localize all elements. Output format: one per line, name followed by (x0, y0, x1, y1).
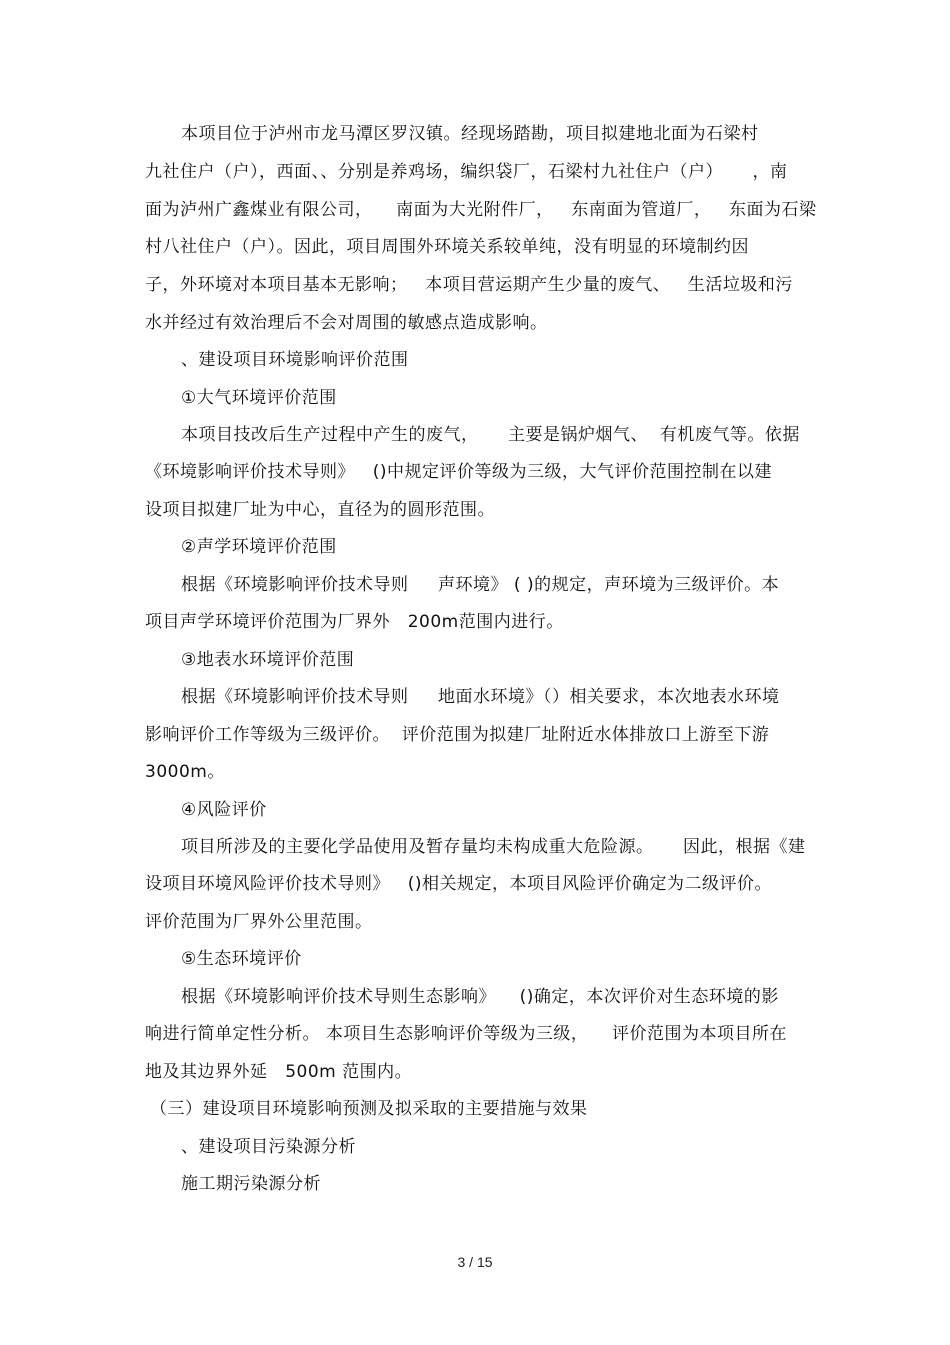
paragraph-line: 村八社住户（户）。因此，项目周围外环境关系较单纯，没有明显的环境制约因 (145, 237, 749, 257)
paragraph-line: 响进行简单定性分析。 本项目生态影响评价等级为三级， 评价范围为本项目所在 (145, 1024, 788, 1044)
paragraph-line: 根据《环境影响评价技术导则 声环境》 ( )的规定，声环境为三级评价。本 (181, 575, 780, 595)
paragraph-line: 根据《环境影响评价技术导则 地面水环境》（）相关要求，本次地表水环境 (181, 687, 780, 707)
paragraph-line: 地及其边界外延 500m 范围内。 (145, 1062, 413, 1082)
paragraph-line: 根据《环境影响评价技术导则生态影响》 ()确定，本次评价对生态环境的影 (181, 987, 779, 1007)
paragraph-line: 3000m。 (145, 762, 225, 782)
paragraph-line: 面为泸州广鑫煤业有限公司， 南面为大光附件厂， 东南面为管道厂， 东面为石梁 (145, 200, 817, 220)
section-heading: 、建设项目环境影响评价范围 (181, 350, 409, 370)
subsection-heading: ④风险评价 (181, 800, 267, 820)
subsection-heading: ①大气环境评价范围 (181, 388, 337, 408)
paragraph-line: 评价范围为厂界外公里范围。 (145, 912, 373, 932)
paragraph-line: 水并经过有效治理后不会对周围的敏感点造成影响。 (145, 313, 548, 333)
paragraph-line: 子，外环境对本项目基本无影响； 本项目营运期产生少量的废气、 生活垃圾和污 (145, 275, 793, 295)
subsection-heading: ③地表水环境评价范围 (181, 650, 355, 670)
paragraph-line: 影响评价工作等级为三级评价。 评价范围为拟建厂址附近水体排放口上游至下游 (145, 725, 770, 745)
paragraph-line: 《环境影响评价技术导则》 ()中规定评价等级为三级，大气评价范围控制在以建 (145, 462, 772, 482)
paragraph-line: 设项目环境风险评价技术导则》 ()相关规定，本项目风险评价确定为二级评价。 (145, 874, 772, 894)
chapter-heading: （三）建设项目环境影响预测及拟采取的主要措施与效果 (150, 1099, 588, 1119)
paragraph-line: 九社住户（户），西面、、分别是养鸡场，编织袋厂，石梁村九社住户（户） ，南 (145, 162, 788, 182)
paragraph-line: 项目声学环境评价范围为厂界外 200m范围内进行。 (145, 612, 564, 632)
paragraph-line: 本项目位于泸州市龙马潭区罗汉镇。经现场踏勘，项目拟建地北面为石梁村 (181, 124, 759, 144)
paragraph-line: 项目所涉及的主要化学品使用及暂存量均未构成重大危险源。 因此，根据《建 (181, 837, 806, 857)
subsection-heading: ②声学环境评价范围 (181, 537, 337, 557)
paragraph-line: 设项目拟建厂址为中心，直径为的圆形范围。 (145, 500, 495, 520)
section-heading: 、建设项目污染源分析 (181, 1137, 356, 1157)
page-number: 3 / 15 (457, 1254, 493, 1270)
paragraph-line: 本项目技改后生产过程中产生的废气， 主要是锅炉烟气、 有机废气等。依据 (181, 425, 800, 445)
subsection-heading: 施工期污染源分析 (181, 1174, 321, 1194)
subsection-heading: ⑤生态环境评价 (181, 949, 302, 969)
